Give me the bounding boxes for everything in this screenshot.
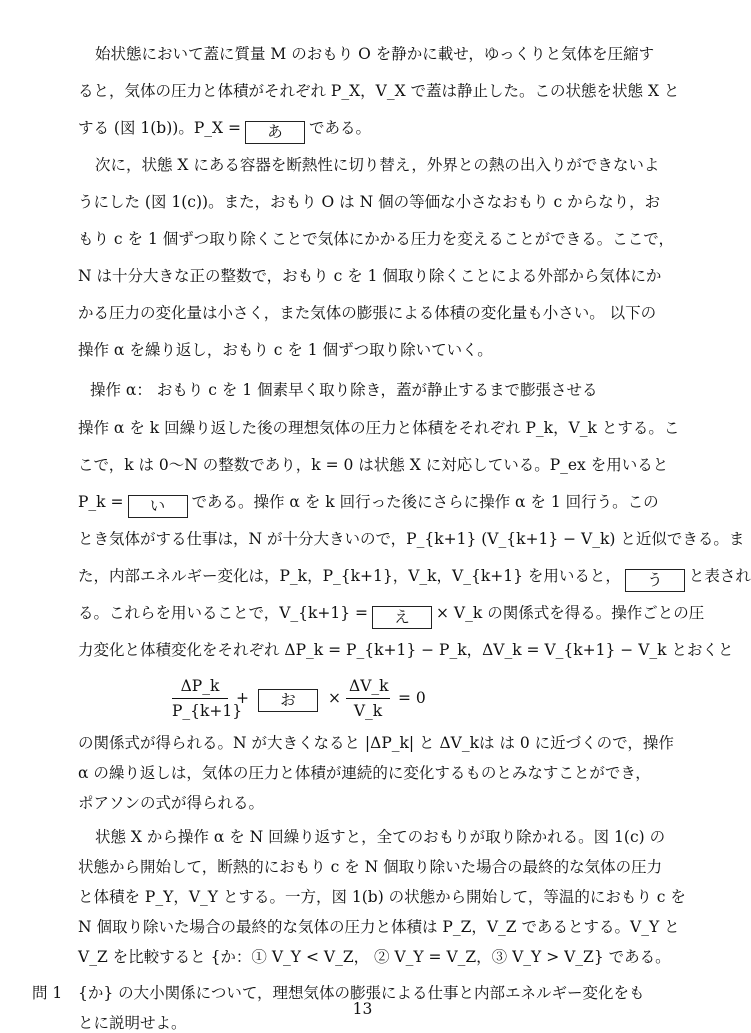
text-segment: と表され <box>688 567 751 585</box>
question-1 <box>32 983 645 1003</box>
text-line <box>78 603 704 629</box>
answer-blank-i: い <box>128 495 188 518</box>
text-segment: である。 <box>308 119 371 137</box>
text-line: こで，k は 0〜N の整数であり，k = 0 は状態 X に対応している。P_ex を用いると <box>78 456 669 474</box>
text-segment: である。操作 α を k 回行った後にさらに操作 α を 1 回行う。この <box>191 493 659 511</box>
times-sign: × <box>328 689 341 707</box>
text-line: もり c を 1 個ずつ取り除くことで気体にかかる圧力を変えることができる。ここで， <box>78 230 674 248</box>
text-line: V_Z を比較すると {か：① V_Y < V_Z， ② V_Y = V_Z，③ V_Y > V_Z} である。 <box>78 948 671 966</box>
answer-blank-e: え <box>372 606 432 629</box>
text-line: 次に，状態 X にある容器を断熱性に切り替え，外界との熱の出入りができないよ <box>95 156 660 174</box>
text-line: とき気体がする仕事は，N が十分大きいので，P_{k+1} (V_{k+1} − V_k) と近似できる。ま <box>78 530 745 548</box>
operation-definition: 操作 α： おもり c を 1 個素早く取り除き，蓋が静止するまで膨張させる <box>90 381 598 399</box>
question-label: 問 1 <box>32 984 63 1002</box>
fraction-denominator: V_k <box>353 702 383 720</box>
text-segment: る。これらを用いることで，V_{k+1} = <box>78 604 369 622</box>
fraction-denominator: P_{k+1} <box>172 702 243 720</box>
equals-zero: = 0 <box>398 689 426 707</box>
text-line: 力変化と体積変化をそれぞれ ΔP_k = P_{k+1} − P_k，ΔV_k = V_{k+1} − V_k とおくと <box>78 641 734 659</box>
plus-sign: + <box>236 689 249 707</box>
equation-blank-wrap <box>258 686 318 712</box>
question-text: とに説明せよ。 <box>78 1014 187 1032</box>
fraction-numerator: ΔP_k <box>172 676 228 699</box>
text-line: 状態から開始して，断熱的におもり c を N 個取り除いた場合の最終的な気体の圧力 <box>78 858 663 876</box>
text-line <box>78 492 659 518</box>
text-line <box>78 566 751 592</box>
text-line: かる圧力の変化量は小さく，また気体の膨張による体積の変化量も小さい。 以下の <box>78 304 657 322</box>
text-line: の関係式が得られる。N が大きくなると |ΔP_k| と ΔV_kは は 0 に近づくので，操作 <box>78 734 674 752</box>
text-line: 始状態において蓋に質量 M のおもり O を静かに載せ，ゆっくりと気体を圧縮す <box>95 45 655 63</box>
text-segment: する (図 1(b))。P_X = <box>78 119 241 137</box>
text-line: α の繰り返しは，気体の圧力と体積が連続的に変化するものとみなすことができ， <box>78 764 651 782</box>
answer-blank-u: う <box>625 569 685 592</box>
text-line: N は十分大きな正の整数で，おもり c を 1 個取り除くことによる外部から気体にか <box>78 267 662 285</box>
text-line: N 個取り除いた場合の最終的な気体の圧力と体積は P_Z，V_Z であるとする。V_Y と <box>78 918 680 936</box>
answer-blank-a: あ <box>245 121 305 144</box>
fraction-numerator: ΔV_k <box>346 676 390 699</box>
text-line: ポアソンの式が得られる。 <box>78 794 265 812</box>
page-number: 13 <box>352 1000 373 1018</box>
text-segment: た，内部エネルギー変化は，P_k，P_{k+1}，V_k，V_{k+1} を用いると， <box>78 567 621 585</box>
text-line: と体積を P_Y，V_Y とする。一方，図 1(b) の状態から開始して，等温的におもり c を <box>78 888 686 906</box>
question-text: {か} の大小関係について，理想気体の膨張による仕事と内部エネルギー変化をも <box>78 984 645 1002</box>
answer-blank-o: お <box>258 689 318 712</box>
fraction-volume <box>346 676 390 721</box>
fraction-pressure <box>172 676 243 721</box>
text-line: 操作 α を繰り返し，おもり c を 1 個ずつ取り除いていく。 <box>78 341 493 359</box>
text-segment: × V_k の関係式を得る。操作ごとの圧 <box>436 604 705 622</box>
text-line: 状態 X から操作 α を N 回繰り返すと，全てのおもりが取り除かれる。図 1(c) の <box>95 828 666 846</box>
text-line: ると，気体の圧力と体積がそれぞれ P_X，V_X で蓋は静止した。この状態を状態 X と <box>78 82 680 100</box>
text-line: うにした (図 1(c))。また，おもり O は N 個の等価な小さなおもり c からなり，お <box>78 193 661 211</box>
text-line <box>78 118 371 144</box>
text-line: 操作 α を k 回繰り返した後の理想気体の圧力と体積をそれぞれ P_k，V_k とする。こ <box>78 419 680 437</box>
text-segment: P_k = <box>78 493 124 511</box>
